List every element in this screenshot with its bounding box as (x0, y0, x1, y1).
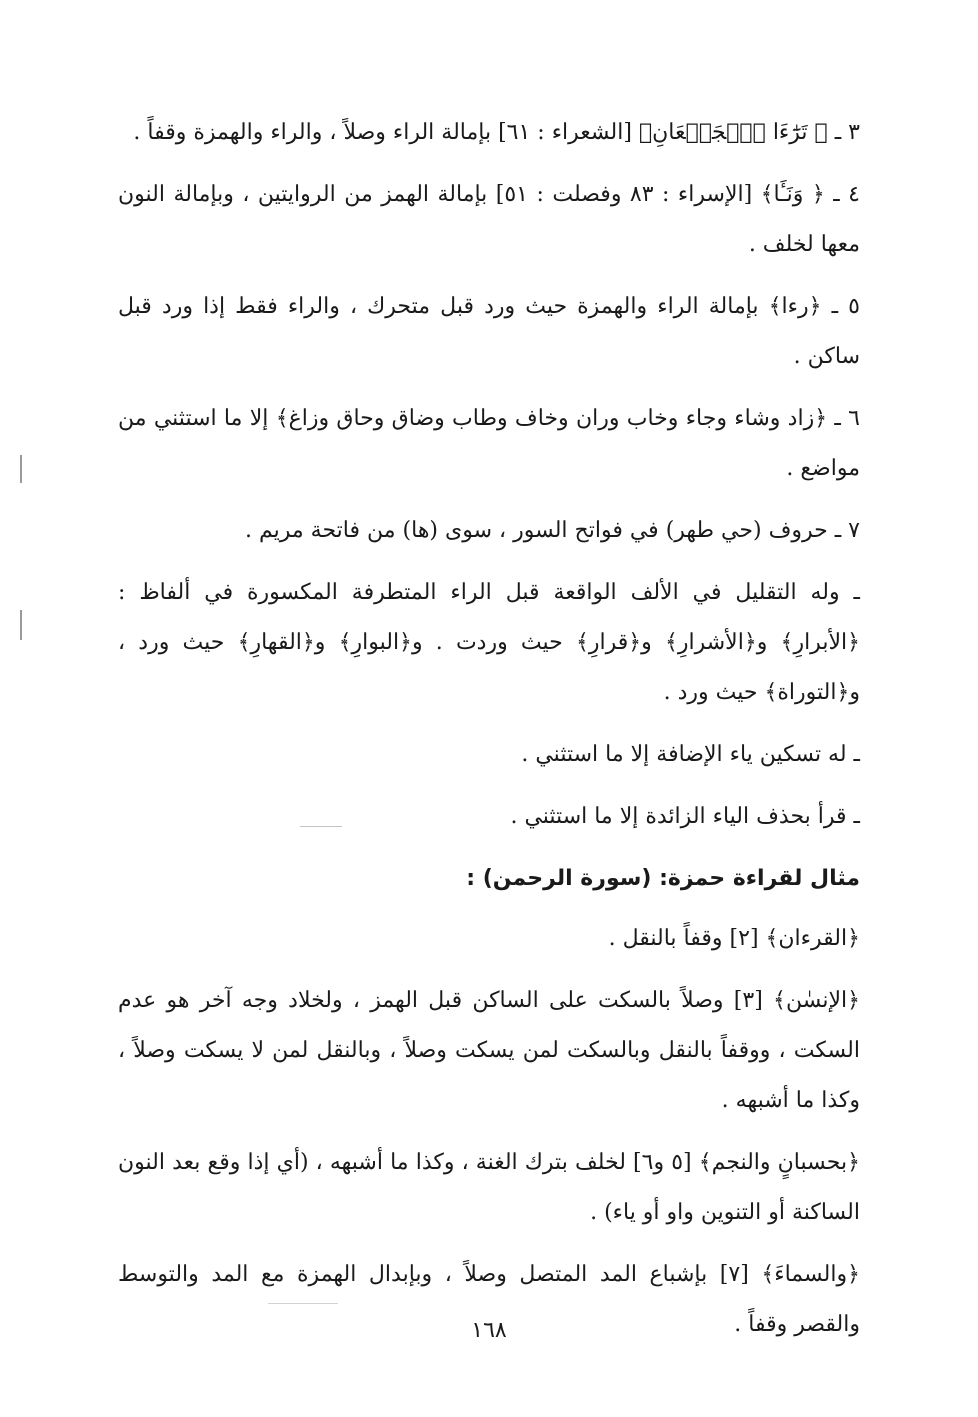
example-paragraph: ﴿والسماءَ﴾ [٧] بإشباع المد المتصل وصلاً ، وبإبدال الهمزة مع المد والتوسط والقصر وقفاً . (118, 1262, 860, 1337)
page-number: ١٦٨ (471, 1318, 507, 1343)
rule-paragraph: ٥ ـ ﴿رءا﴾ بإمالة الراء والهمزة حيث ورد قبل متحرك ، والراء فقط إذا ورد قبل ساكن . (118, 294, 860, 369)
page-body (118, 108, 860, 1362)
rule-paragraph: ـ له تسكين ياء الإضافة إلا ما استثني . (521, 742, 860, 767)
rule-paragraph: ٤ ـ ﴿ وَنَـَٔا﴾ [الإسراء : ٨٣ وفصلت : ٥١] بإمالة الهمز من الروايتين ، وبإمالة النون معها لخلف . (118, 182, 860, 257)
example-paragraph: ﴿الإنسٰن﴾ [٣] وصلاً بالسكت على الساكن قبل الهمز ، ولخلاد وجه آخر هو عدم السكت ، ووقفاً بالنقل وبالسكت لمن يسكت وصلاً ، وبالنقل لمن لا يسكت وصلاً ، وكذا ما أشبهه . (118, 988, 860, 1113)
rule-paragraph: ـ وله التقليل في الألف الواقعة قبل الراء المتطرفة المكسورة في ألفاظ : ﴿الأبرارِ﴾ و﴿الأشرارِ﴾ و﴿قرارِ﴾ حيث وردت . و﴿البوارِ﴾ و﴿القهارِ﴾ حيث ورد ، و﴿التوراة﴾ حيث ورد . (118, 580, 860, 705)
rule-paragraph: ـ قرأ بحذف الياء الزائدة إلا ما استثني . (510, 804, 860, 829)
rule-paragraph: ٧ ـ حروف (حي طهر) في فواتح السور ، سوى (ها) من فاتحة مريم . (245, 518, 860, 543)
rule-paragraph: ٣ ـ ﴿ تَرَٰٓءَا ٱلۡجَمۡعَانِ﴾ [الشعراء : ٦١] بإمالة الراء وصلاً ، والراء والهمزة وقفاً . (133, 120, 860, 145)
example-paragraph: ﴿بحسبانٍ والنجم﴾ [٥ و٦] لخلف بترك الغنة ، وكذا ما أشبهه ، (أي إذا وقع بعد النون الساكنة أو التنوين واو أو ياء) . (118, 1150, 860, 1225)
example-paragraph: ﴿القرءان﴾ [٢] وقفاً بالنقل . (608, 926, 860, 951)
section-heading: مثال لقراءة حمزة: (سورة الرحمن) : (466, 866, 860, 891)
scan-artifact-line (20, 455, 22, 483)
rule-paragraph: ٦ ـ ﴿زاد وشاء وجاء وخاب وران وخاف وطاب وضاق وحاق وزاغ﴾ إلا ما استثني من مواضع . (118, 406, 860, 481)
scan-artifact-line (20, 610, 22, 640)
